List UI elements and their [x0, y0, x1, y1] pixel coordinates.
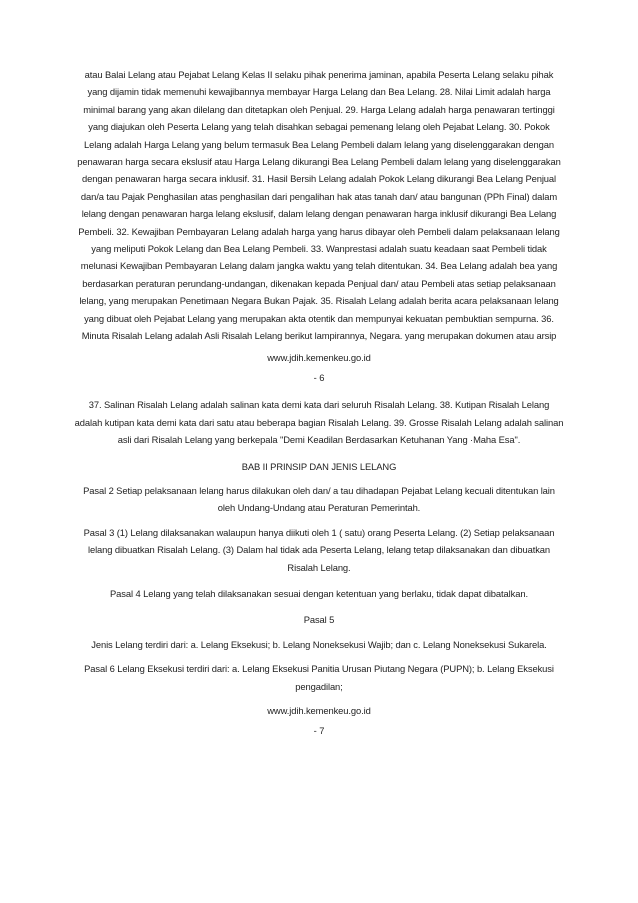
pasal-4-paragraph: Pasal 4 Lelang yang telah dilaksanakan sesuai dengan ketentuan yang berlaku, tidak dapat dibatalkan.: [110, 587, 528, 599]
page-number: - 6: [313, 371, 325, 383]
chapter-heading: BAB II PRINSIP DAN JENIS LELANG: [241, 460, 397, 472]
document-page: [74, 66, 564, 750]
footer-url-2[interactable]: www.jdih.kemenkeu.go.id: [267, 705, 371, 716]
pasal-5-heading: Pasal 5: [303, 614, 335, 626]
definitions-paragraph: atau Balai Lelang atau Pejabat Lelang Kelas II selaku pihak penerima jaminan, apabila Peserta Lelang selaku pihak yang dijamin tidak memenuhi kewajibannya membayar Harga Lelang dan Bea Lelang. 28. Nilai Limit adalah harga minimal barang yang akan dilelang dan ditetapkan oleh Penjual. 29. Harga Lelang adalah harga penawaran tertinggi yang diajukan oleh Peserta Lelang yang telah disahkan sebagai pemenang lelang oleh Pejabat Lelang. 30. Pokok Lelang adalah Harga Lelang yang belum termasuk Bea Lelang Pembeli dalam lelang yang diselenggarakan dengan penawaran harga secara ekslusif atau Harga Lelang dikurangi Bea Lelang Pembeli dalam lelang yang diselenggarakan dengan penawaran harga secara inklusif. 31. Hasil Bersih Lelang adalah Pokok Lelang dikurangi Bea Lelang Penjual dan/a tau Pajak Penghasilan atas penghasilan dari pengalihan hak atas tanah dan/ atau bangunan (PPh Final) dalam lelang dengan penawaran harga lelang ekslusif, dalam lelang dengan penawaran harga inklusif dikurangi Bea Lelang Pembeli. 32. Kewajiban Pembayaran Lelang adalah harga yang harus dibayar oleh Pembeli dalam pelaksanaan lelang yang meliputi Pokok Lelang dan Bea Lelang Pembeli. 33. Wanprestasi adalah suatu keadaan saat Pembeli tidak melunasi Kewajiban Pembayaran Lelang dalam jangka waktu yang telah ditentukan. 34. Bea Lelang adalah bea yang berdasarkan peraturan perundang-undangan, dikenakan kepada Penjual dan/ atau Pembeli atas setiap pelaksanaan lelang, yang merupakan Penetimaan Negara Bukan Pajak. 35. Risalah Lelang adalah berita acara pelaksanaan lelang yang dibuat oleh Pejabat Lelang yang merupakan akta otentik dan mempunyai kekuatan pembuktian sempurna. 36. Minuta Risalah Lelang adalah Asli Risalah Lelang berikut lampirannya, Negara. yang merupakan dokumen atau arsip: [77, 69, 561, 342]
pasal-3-paragraph: Pasal 3 (1) Lelang dilaksanakan walaupun hanya diikuti oleh 1 ( satu) orang Peserta Lelang. (2) Setiap pelaksanaan lelang dibuatkan Risalah Lelang. (3) Dalam hal tidak ada Peserta Lelang, lelang tetap dilaksanakan dan dibuatkan Risalah Lelang.: [83, 526, 555, 573]
pasal-2-paragraph: Pasal 2 Setiap pelaksanaan lelang harus dilakukan oleh dan/ a tau dihadapan Pejabat Lelang kecuali ditentukan lain oleh Undang-Undang atau Peraturan Pemerintah.: [83, 484, 555, 514]
definitions-paragraph-continued: 37. Salinan Risalah Lelang adalah salinan kata demi kata dari seluruh Risalah Lelang. 38. Kutipan Risalah Lelang adalah kutipan kata demi kata dari satu atau beberapa bagian Risalah Lelang. 39. Grosse Risalah Lelang adalah salinan asli dari Risalah Lelang yang berkepala "Demi Keadilan Berdasarkan Ketuhanan Yang ·Maha Esa".: [74, 399, 564, 446]
page-number-2: - 7: [313, 725, 325, 737]
pasal-6-paragraph: Pasal 6 Lelang Eksekusi terdiri dari: a. Lelang Eksekusi Panitia Urusan Piutang Negara (PUPN); b. Lelang Eksekusi pengadilan;: [84, 663, 554, 692]
footer-url[interactable]: www.jdih.kemenkeu.go.id: [267, 351, 371, 363]
pasal-5-paragraph: Jenis Lelang terdiri dari: a. Lelang Eksekusi; b. Lelang Noneksekusi Wajib; dan c. Lelang Noneksekusi Sukarela.: [91, 638, 547, 650]
